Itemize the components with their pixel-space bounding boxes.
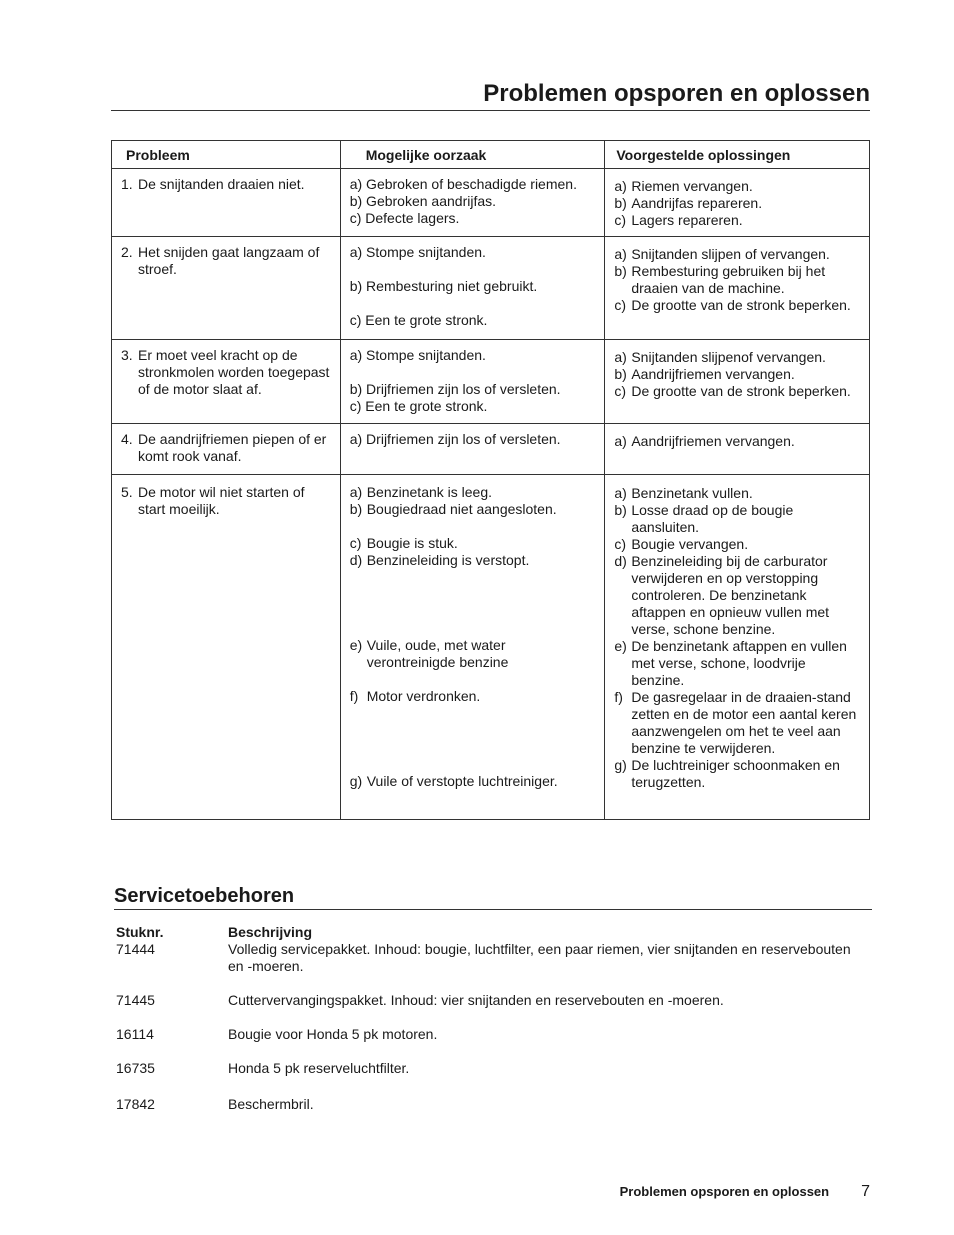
solution-text: De luchtreiniger schoonmaken en terugzetten. — [631, 757, 840, 790]
list-item — [116, 941, 856, 975]
solution-text: Aandrijfriemen vervangen. — [631, 366, 795, 382]
page-title: Problemen opsporen en oplossen — [111, 80, 870, 111]
problem-text: De snijtanden draaien niet. — [138, 176, 305, 192]
solution-text: Aandrijfriemen vervangen. — [631, 433, 795, 449]
table-row — [112, 237, 870, 340]
cause-item: b) Rembesturing niet gebruikt. — [349, 278, 538, 294]
cause-cell — [340, 340, 605, 424]
cause-cell — [340, 424, 605, 475]
list-item — [116, 1096, 856, 1113]
part-number: 16735 — [116, 1060, 155, 1076]
solution-marker: b) — [614, 263, 627, 279]
problem-number: 4. — [121, 431, 133, 447]
part-number: 17842 — [116, 1096, 155, 1112]
solution-marker: a) — [614, 246, 627, 262]
problem-number: 3. — [121, 347, 133, 363]
solution-text: Snijtanden slijpenof vervangen. — [631, 349, 826, 365]
part-number: 71444 — [116, 941, 155, 957]
solution-text: Bougie vervangen. — [631, 536, 749, 552]
cause-item: c) Een te grote stronk. — [349, 312, 488, 328]
solution-marker: c) — [614, 536, 627, 552]
solution-text: Riemen vervangen. — [631, 178, 753, 194]
cause-cell — [340, 475, 605, 820]
solution-text: Benzinetank vullen. — [631, 485, 753, 501]
cause-text: Benzinetank is leeg. — [366, 484, 493, 500]
cause-cell — [340, 237, 605, 340]
solution-text: Losse draad op de bougie aansluiten. — [631, 502, 794, 535]
problem-text: Er moet veel kracht op de stronkmolen worden toegepast of de motor slaat af. — [138, 347, 330, 397]
solution-marker: e) — [614, 638, 627, 654]
problem-text: De aandrijfriemen piepen of er komt rook vanaf. — [138, 431, 327, 464]
troubleshooting-table — [111, 140, 870, 820]
problem-cell — [112, 424, 341, 475]
solution-marker: d) — [614, 553, 627, 569]
cause-text: Vuile of verstopte luchtreiniger. — [366, 773, 558, 789]
solution-text: Aandrijfas repareren. — [631, 195, 763, 211]
cause-marker: d) — [349, 552, 363, 568]
cause-marker: g) — [349, 773, 363, 789]
header-problem: Probleem — [112, 141, 341, 169]
table-row — [112, 424, 870, 475]
solution-cell — [605, 475, 870, 820]
cause-item: b) Gebroken aandrijfas. — [349, 193, 497, 209]
problem-cell — [112, 475, 341, 820]
service-section-title: Servicetoebehoren — [114, 885, 872, 910]
part-number: 71445 — [116, 992, 155, 1008]
col-part-number: Stuknr. — [116, 924, 164, 940]
solution-marker: c) — [614, 212, 627, 228]
solution-marker: a) — [614, 433, 627, 449]
solution-marker: b) — [614, 195, 627, 211]
cause-text: Benzineleiding is verstopt. — [366, 552, 530, 568]
cause-marker: a) — [349, 484, 363, 500]
solution-text: De benzinetank aftappen en vullen met verse, schone, loodvrije benzine. — [631, 638, 847, 688]
cause-text: Vuile, oude, met water verontreinigde benzine — [366, 637, 509, 670]
cause-marker: f) — [349, 688, 359, 704]
solution-marker: a) — [614, 178, 627, 194]
solution-text: De grootte van de stronk beperken. — [631, 383, 851, 399]
solution-cell — [605, 237, 870, 340]
solution-text: De grootte van de stronk beperken. — [631, 297, 851, 313]
solution-marker: g) — [614, 757, 627, 773]
list-item — [116, 1026, 856, 1043]
problem-cell — [112, 169, 341, 237]
header-cause: Mogelijke oorzaak — [340, 141, 605, 169]
table-header-row — [112, 141, 870, 169]
problem-number: 1. — [121, 176, 133, 192]
table-row — [112, 340, 870, 424]
solution-marker: c) — [614, 297, 627, 313]
list-item — [116, 992, 856, 1009]
solution-marker: b) — [614, 366, 627, 382]
cause-text: Bougie is stuk. — [366, 535, 458, 551]
problem-text: Het snijden gaat langzaam of stroef. — [138, 244, 320, 277]
problem-cell — [112, 340, 341, 424]
part-number: 16114 — [116, 1026, 154, 1042]
cause-item: a) Stompe snijtanden. — [349, 347, 486, 363]
cause-item: b) Drijfriemen zijn los of versleten. — [349, 381, 561, 397]
table-row — [112, 475, 870, 820]
cause-text: Bougiedraad niet aangesloten. — [366, 501, 557, 517]
part-description: Volledig servicepakket. Inhoud: bougie, luchtfilter, een paar riemen, vier snijtanden en reservebouten en -moeren. — [228, 941, 851, 974]
problem-number: 5. — [121, 484, 133, 500]
problem-text: De motor wil niet starten of start moeilijk. — [138, 484, 305, 517]
cause-item: a) Stompe snijtanden. — [349, 244, 486, 260]
parts-header-row — [116, 924, 856, 941]
solution-cell — [605, 340, 870, 424]
solution-text: De gasregelaar in de draaien-stand zetten en de motor een aantal keren aanzwengelen om het te veel aan benzine te verwijderen. — [631, 689, 857, 756]
cause-item: a) Gebroken of beschadigde riemen. — [349, 176, 577, 192]
table-row — [112, 169, 870, 237]
solution-cell — [605, 169, 870, 237]
col-description: Beschrijving — [228, 924, 313, 940]
cause-item: c) Een te grote stronk. — [349, 398, 488, 414]
solution-cell — [605, 424, 870, 475]
part-description: Cuttervervangingspakket. Inhoud: vier snijtanden en reservebouten en -moeren. — [228, 992, 724, 1008]
problem-number: 2. — [121, 244, 133, 260]
solution-marker: c) — [614, 383, 627, 399]
list-item — [116, 1060, 856, 1077]
page-number: 7 — [861, 1183, 870, 1200]
cause-marker: b) — [349, 501, 363, 517]
solution-marker: a) — [614, 349, 627, 365]
solution-text: Rembesturing gebruiken bij het draaien van de machine. — [631, 263, 826, 296]
problem-cell — [112, 237, 341, 340]
cause-text: Motor verdronken. — [366, 688, 481, 704]
cause-marker: e) — [349, 637, 363, 653]
cause-item: a) Drijfriemen zijn los of versleten. — [349, 431, 561, 447]
solution-text: Snijtanden slijpen of vervangen. — [631, 246, 830, 262]
part-description: Bougie voor Honda 5 pk motoren. — [228, 1026, 438, 1042]
solution-marker: a) — [614, 485, 627, 501]
solution-text: Benzineleiding bij de carburator verwijderen en op verstopping controleren. De benzinetank aftappen en opnieuw vullen met verse, schone benzine. — [631, 553, 830, 637]
cause-cell — [340, 169, 605, 237]
footer-title: Problemen opsporen en oplossen — [619, 1184, 830, 1199]
header-solution: Voorgestelde oplossingen — [605, 141, 870, 169]
cause-item: c) Defecte lagers. — [349, 210, 460, 226]
solution-marker: b) — [614, 502, 627, 518]
cause-marker: c) — [349, 535, 362, 551]
service-parts-list — [116, 924, 856, 1113]
part-description: Beschermbril. — [228, 1096, 314, 1112]
page-footer — [620, 1183, 870, 1201]
part-description: Honda 5 pk reserveluchtfilter. — [228, 1060, 410, 1076]
solution-marker: f) — [614, 689, 623, 705]
solution-text: Lagers repareren. — [631, 212, 743, 228]
